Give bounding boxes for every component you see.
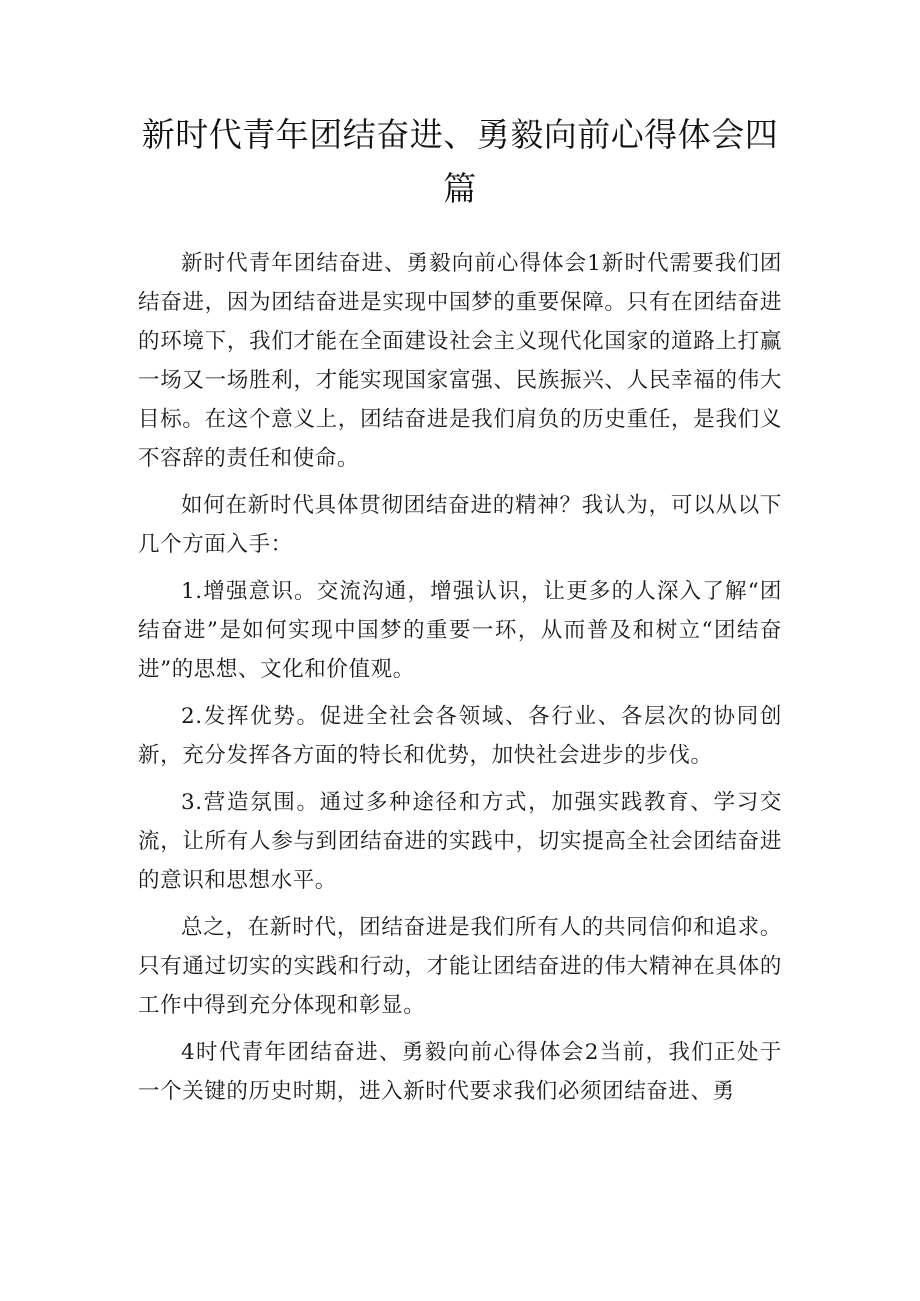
paragraph-4: 2.发挥优势。促进全社会各领域、各行业、各层次的协同创新，充分发挥各方面的特长和优势，加快社会进步的步伐。 [138, 704, 782, 768]
paragraph-2: 如何在新时代具体贯彻团结奋进的精神？我认为，可以从以下几个方面入手： [138, 493, 782, 557]
paragraph-6: 总之，在新时代，团结奋进是我们所有人的共同信仰和追求。只有通过切实的实践和行动，才能让团结奋进的伟大精神在具体的工作中得到充分体现和彰显。 [138, 915, 782, 1018]
document-body [138, 244, 782, 1111]
paragraph-7: 4时代青年团结奋进、勇毅向前心得体会2当前，我们正处于一个关键的历史时期，进入新时代要求我们必须团结奋进、勇 [138, 1040, 782, 1104]
paragraph-1: 新时代青年团结奋进、勇毅向前心得体会1新时代需要我们团结奋进，因为团结奋进是实现中国梦的重要保障。只有在团结奋进的环境下，我们才能在全面建设社会主义现代化国家的道路上打赢一场又一场胜利，才能实现国家富强、民族振兴、人民幸福的伟大目标。在这个意义上，团结奋进是我们肩负的历史重任，是我们义不容辞的责任和使命。 [138, 251, 782, 471]
paragraph-3: 1.增强意识。交流沟通，增强认识，让更多的人深入了解“团结奋进”是如何实现中国梦的重要一环，从而普及和树立“团结奋进”的思想、文化和价值观。 [138, 579, 782, 682]
paragraph-5: 3.营造氛围。通过多种途径和方式，加强实践教育、学习交流，让所有人参与到团结奋进的实践中，切实提高全社会团结奋进的意识和思想水平。 [138, 790, 782, 893]
document-title: 新时代青年团结奋进、勇毅向前心得体会四篇 [141, 115, 779, 208]
